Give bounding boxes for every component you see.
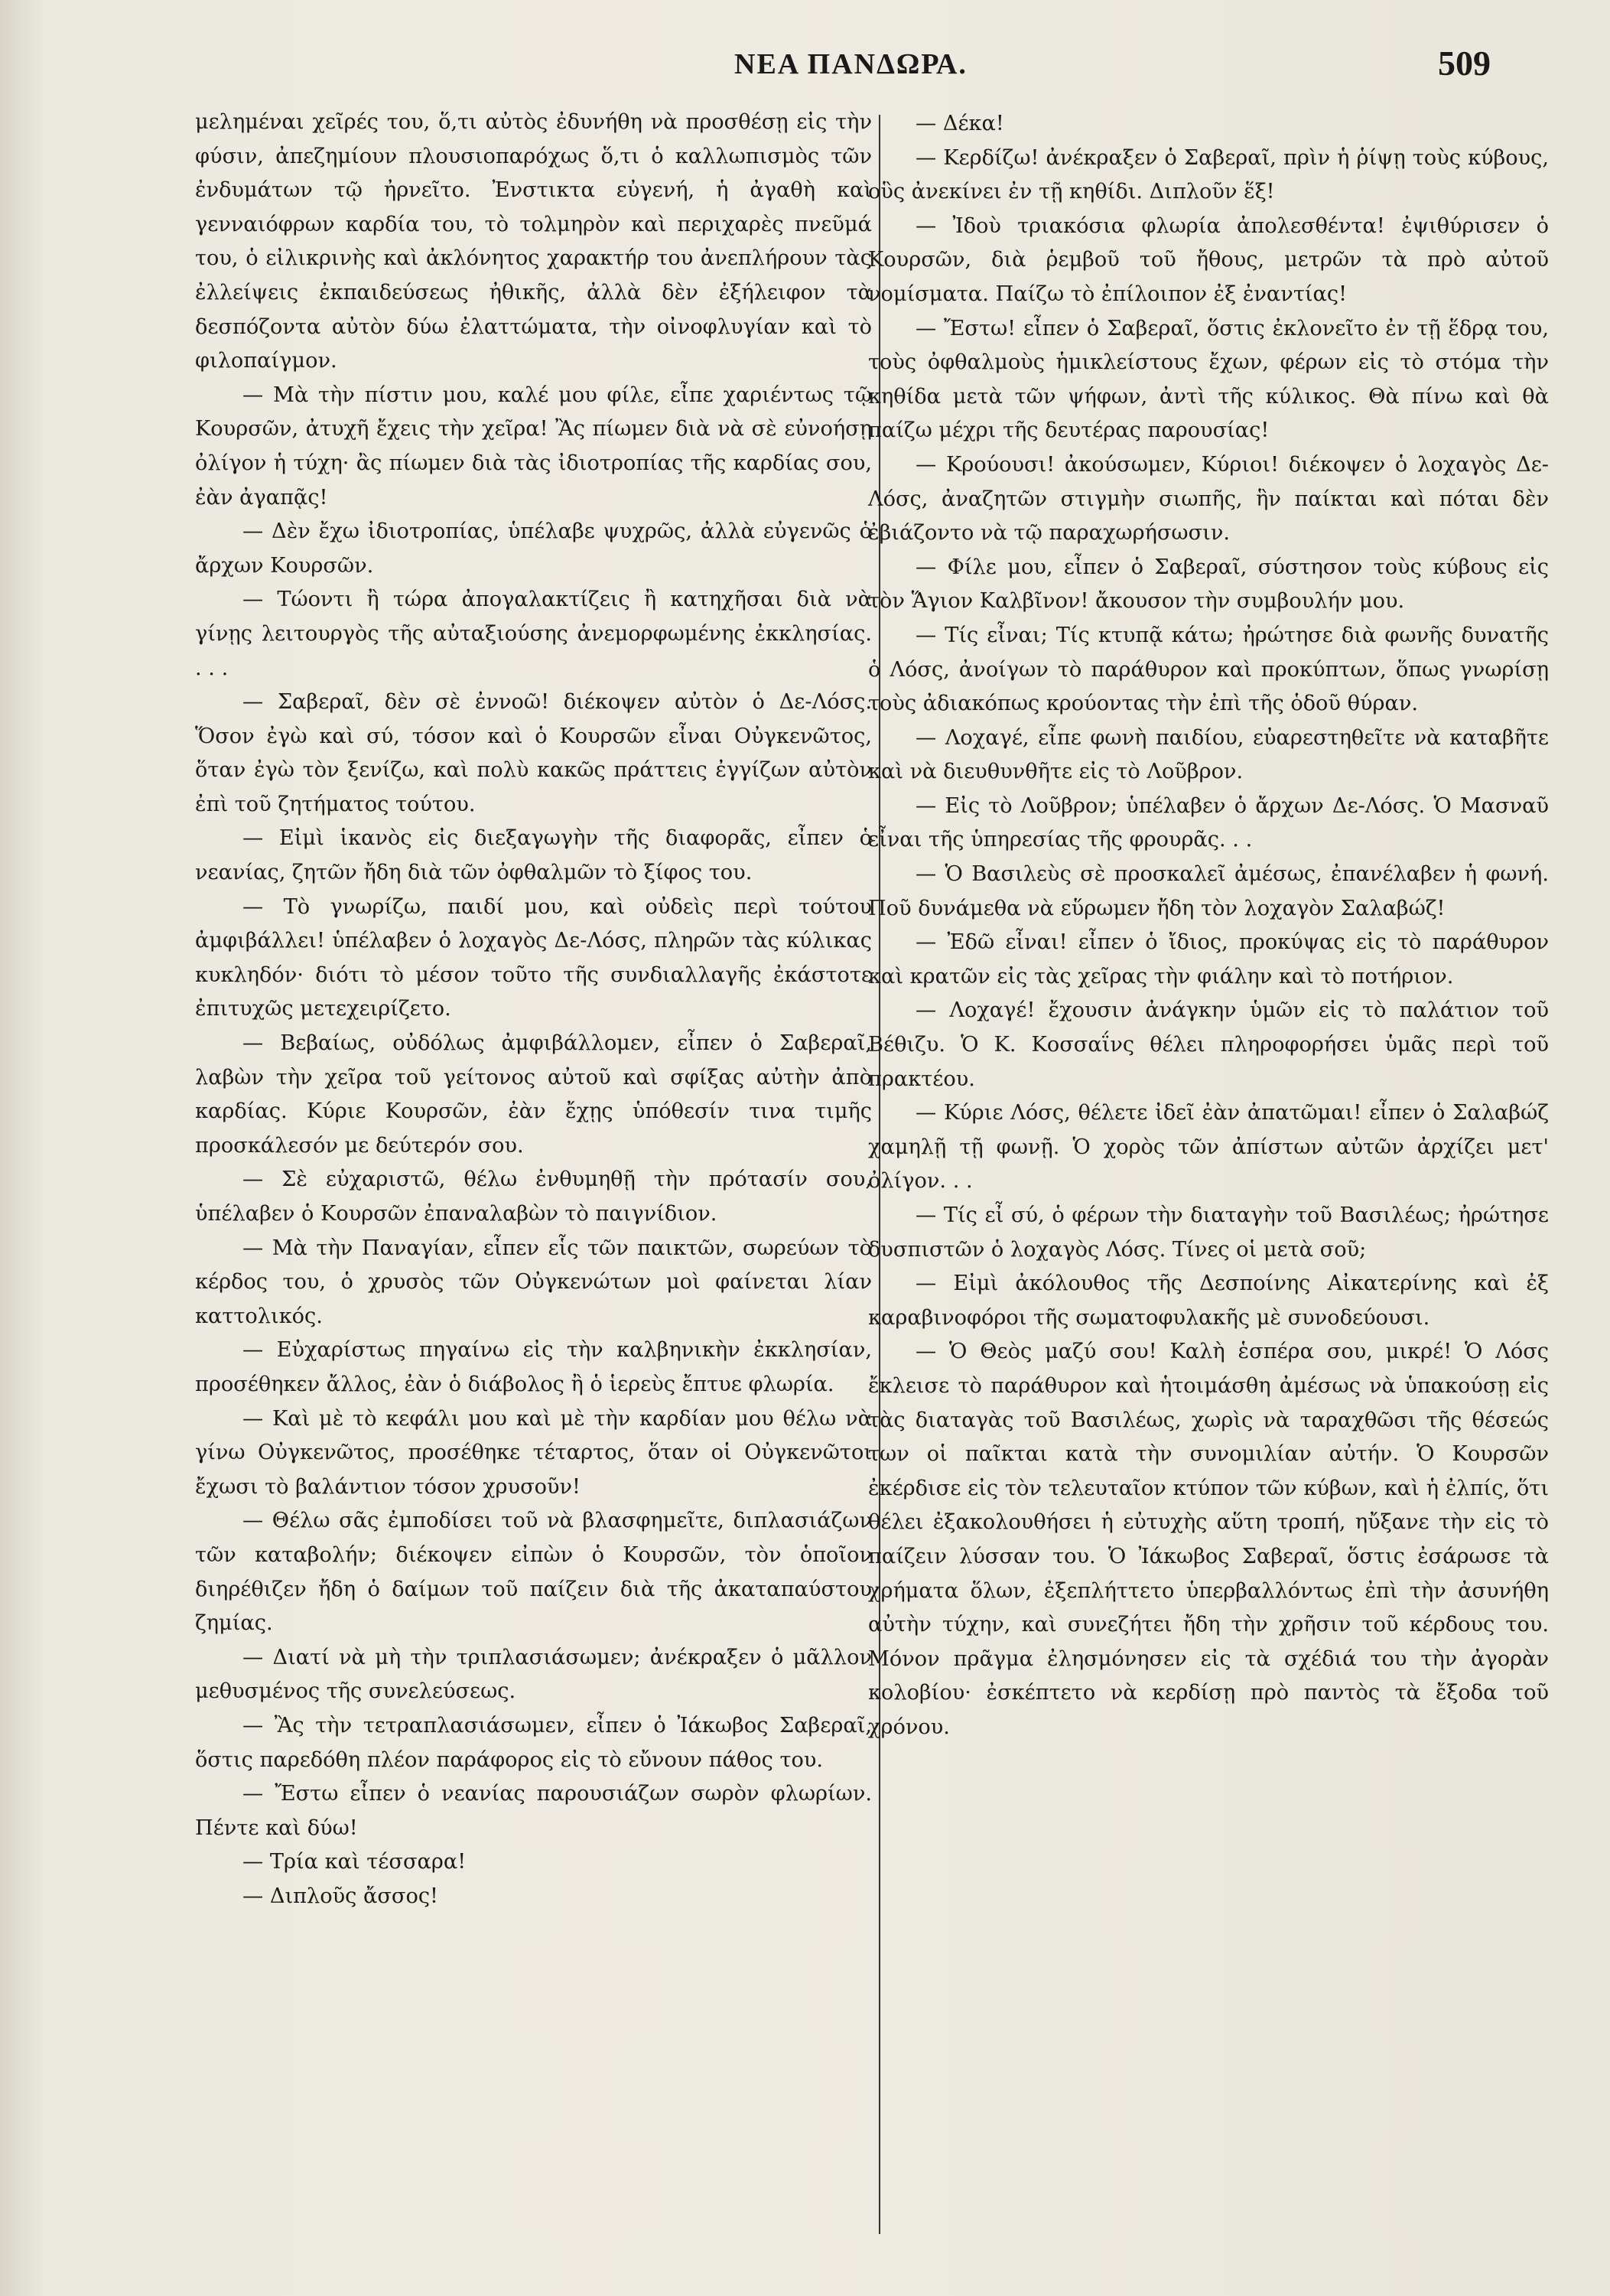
paragraph: — Φίλε μου, εἶπεν ὁ Σαβεραῖ, σύστησον τοὺς κύβους εἰς τὸν Ἅγιον Καλβῖνον! ἄκουσον τὴν συμβουλήν μου. (868, 555, 1549, 614)
paragraph: — Σαβεραῖ, δὲν σὲ ἐννοῶ! διέκοψεν αὐτὸν ὁ Δε-Λόσς. Ὅσον ἐγὼ καὶ σύ, τόσον καὶ ὁ Κουρσῶν εἶναι Οὐγκενῶτος, ὅταν ἐγὼ τὸν ξενίζω, καὶ πολὺ κακῶς πράττεις ἐγγίζων αὐτὸν ἐπὶ τοῦ ζητήματος τούτου. (195, 690, 872, 816)
paragraph: — Διπλοῦς ἄσσος! (242, 1884, 438, 1908)
paragraph: — Εἰμὶ ἀκόλουθος τῆς Δεσποίνης Αἰκατερίνης καὶ ἐξ καραβινοφόροι τῆς σωματοφυλακῆς μὲ συνοδεύουσι. (868, 1272, 1549, 1330)
paragraph: — Ἰδοὺ τριακόσια φλωρία ἀπολεσθέντα! ἐψιθύρισεν ὁ Κουρσῶν, διὰ ῥεμβοῦ τοῦ ἤθους, μετρῶν τὰ πρὸ αὐτοῦ νομίσματα. Παίζω τὸ ἐπίλοιπον ἐξ ἐναντίας! (868, 213, 1549, 306)
paragraph: — Καὶ μὲ τὸ κεφάλι μου καὶ μὲ τὴν καρδίαν μου θέλω νὰ γίνω Οὐγκενῶτος, προσέθηκε τέταρτος, ὅταν οἱ Οὐγκενῶτοι ἔχωσι τὸ βαλάντιον τόσον χρυσοῦν! (195, 1406, 872, 1499)
paragraph: — Τώοντι ἢ τώρα ἀπογαλακτίζεις ἢ κατηχῆσαι διὰ νὰ γίνῃς λειτουργὸς τῆς αὐταξιούσης ἀνεμορφωμένης ἐκκλησίας. . . . (195, 588, 872, 680)
paragraph: — Ὁ Βασιλεὺς σὲ προσκαλεῖ ἀμέσως, ἐπανέλαβεν ἡ φωνή. Ποῦ δυνάμεθα νὰ εὕρωμεν ἤδη τὸν λοχαγὸν Σαλαβώζ! (868, 862, 1549, 920)
paragraph: — Θέλω σᾶς ἐμποδίσει τοῦ νὰ βλασφημεῖτε, διπλασιάζων τῶν καταβολήν; διέκοψεν εἰπὼν ὁ Κουρσῶν, τὸν ὁποῖον διηρέθιζεν ἤδη ὁ δαίμων τοῦ παίζειν διὰ τῆς ἀκαταπαύστου ζημίας. (195, 1509, 872, 1636)
paragraph: — Μὰ τὴν Παναγίαν, εἶπεν εἷς τῶν παικτῶν, σωρεύων τὸ κέρδος του, ὁ χρυσὸς τῶν Οὐγκενώτων μοὶ φαίνεται λίαν καττολικός. (195, 1236, 872, 1328)
paragraph: — Κερδίζω! ἀνέκραξεν ὁ Σαβεραῖ, πρὶν ἡ ῥίψῃ τοὺς κύβους, οὓς ἀνεκίνει ἐν τῇ κηθίδι. Διπλοῦν ἕξ! (868, 145, 1549, 204)
paragraph: — Βεβαίως, οὐδόλως ἀμφιβάλλομεν, εἶπεν ὁ Σαβεραῖ, λαβὼν τὴν χεῖρα τοῦ γείτονος αὐτοῦ καὶ σφίξας αὐτὴν ἀπὸ καρδίας. Κύριε Κουρσῶν, ἐὰν ἔχῃς ὑπόθεσίν τινα τιμῆς προσκάλεσόν με δεύτερόν σου. (195, 1031, 872, 1158)
paragraph: — Μὰ τὴν πίστιν μου, καλέ μου φίλε, εἶπε χαριέντως τῷ Κουρσῶν, ἀτυχῆ ἔχεις τὴν χεῖρα! Ἂς πίωμεν διὰ νὰ σὲ εὐνοήσῃ ὀλίγον ἡ τύχη· ἂς πίωμεν διὰ τὰς ἰδιοτροπίας τῆς καρδίας σου, ἐὰν ἀγαπᾷς! (195, 383, 872, 510)
running-title: ΝΕΑ ΠΑΝΔΩΡΑ. (734, 48, 968, 80)
paragraph: — Δέκα! (916, 112, 1004, 135)
paragraph: μελημέναι χεῖρές του, ὅ,τι αὐτὸς ἐδυνήθη νὰ προσθέσῃ εἰς τὴν φύσιν, ἀπεζημίουν πλουσιοπαρόχως ὅ,τι ὁ καλλωπισμὸς τῶν ἐνδυμάτων τῷ ἠρνεῖτο. Ἐνστικτα εὐγενή, ἡ ἀγαθὴ καὶ γενναιόφρων καρδία του, τὸ τολμηρὸν καὶ περιχαρὲς πνεῦμά του, ὁ εἰλικρινὴς καὶ ἀκλόνητος χαρακτήρ του ἀνεπλήρουν τὰς ἐλλείψεις ἐκπαιδεύσεως ἠθικῆς, ἀλλὰ δὲν ἐξήλειφον τὰ δεσπόζοντα αὐτὸν δύω ἐλαττώματα, τὴν οἰνοφλυγίαν καὶ τὸ φιλοπαίγμον. (195, 110, 872, 373)
paragraph: — Σὲ εὐχαριστῶ, θέλω ἐνθυμηθῇ τὴν πρότασίν σου, ὑπέλαβεν ὁ Κουρσῶν ἐπαναλαβὼν τὸ παιγνίδιον. (195, 1168, 872, 1226)
page-header (0, 44, 1610, 93)
paragraph: — Τίς εἶ σύ, ὁ φέρων τὴν διαταγὴν τοῦ Βασιλέως; ἠρώτησε δυσπιστῶν ὁ λοχαγὸς Λόσς. Τίνες οἱ μετὰ σοῦ; (868, 1203, 1549, 1262)
paragraph: — Διατί νὰ μὴ τὴν τριπλασιάσωμεν; ἀνέκραξεν ὁ μᾶλλον μεθυσμένος τῆς συνελεύσεως. (195, 1645, 872, 1704)
paragraph: — Ἔστω! εἶπεν ὁ Σαβεραῖ, ὅστις ἐκλονεῖτο ἐν τῇ ἕδρᾳ του, τοὺς ὀφθαλμοὺς ἡμικλείστους ἔχων, φέρων εἰς τὸ στόμα τὴν κηθίδα μετὰ τῶν ψήφων, ἀντὶ τῆς κύλικος. Θὰ πίνω καὶ θὰ παίζω μέχρι τῆς δευτέρας παρουσίας! (868, 316, 1549, 443)
paragraph: — Εἰμὶ ἱκανὸς εἰς διεξαγωγὴν τῆς διαφορᾶς, εἶπεν ὁ νεανίας, ζητῶν ἤδη διὰ τῶν ὀφθαλμῶν τὸ ξίφος του. (195, 826, 872, 885)
paragraph: — Τὸ γνωρίζω, παιδί μου, καὶ οὐδεὶς περὶ τούτου ἀμφιβάλλει! ὑπέλαβεν ὁ λοχαγὸς Δε-Λόσς, πληρῶν τὰς κύλικας κυκληδόν· διότι τὸ μέσον τοῦτο τῆς συνδιαλλαγῆς ἐκάστοτε ἐπιτυχῶς μετεχειρίζετο. (195, 894, 872, 1021)
paragraph: — Τίς εἶναι; Τίς κτυπᾷ κάτω; ἠρώτησε διὰ φωνῆς δυνατῆς ὁ Λόσς, ἀνοίγων τὸ παράθυρον καὶ προκύπτων, ὅπως γνωρίσῃ τοὺς ἀδιακόπως κρούοντας τὴν ἐπὶ τῆς ὁδοῦ θύραν. (868, 623, 1549, 716)
paragraph: — Τρία καὶ τέσσαρα! (242, 1850, 467, 1874)
paragraph: — Λοχαγέ, εἶπε φωνὴ παιδίου, εὐαρεστηθεῖτε νὰ καταβῆτε καὶ νὰ διευθυνθῆτε εἰς τὸ Λοῦβρον. (868, 725, 1549, 784)
paragraph: — Ἂς τὴν τετραπλασιάσωμεν, εἶπεν ὁ Ἰάκωβος Σαβεραῖ, ὅστις παρεδόθη πλέον παράφορος εἰς τὸ εὔνουν πάθος του. (195, 1713, 872, 1772)
paragraph: — Ἔστω εἶπεν ὁ νεανίας παρουσιάζων σωρὸν φλωρίων. Πέντε καὶ δύω! (195, 1782, 872, 1840)
left-column (195, 106, 872, 1913)
paragraph: — Εὐχαρίστως πηγαίνω εἰς τὴν καλβηνικὴν ἐκκλησίαν, προσέθηκεν ἄλλος, ἐὰν ὁ διάβολος ἢ ὁ ἱερεὺς ἔπτυε φλωρία. (195, 1338, 872, 1396)
page-number: 509 (1438, 44, 1491, 83)
paragraph: — Κύριε Λόσς, θέλετε ἰδεῖ ἐὰν ἀπατῶμαι! εἶπεν ὁ Σαλαβώζ χαμηλῇ τῇ φωνῇ. Ὁ χορὸς τῶν ἀπίστων αὐτῶν ἀρχίζει μετ' ὀλίγον. . . (868, 1101, 1549, 1194)
paragraph: — Λοχαγέ! ἔχουσιν ἀνάγκην ὑμῶν εἰς τὸ παλάτιον τοῦ Βέθιζυ. Ὁ Κ. Κοσσαΐνς θέλει πληροφορήσει ὑμᾶς περὶ τοῦ πρακτέου. (868, 998, 1549, 1091)
paragraph: — Εἰς τὸ Λοῦβρον; ὑπέλαβεν ὁ ἄρχων Δε-Λόσς. Ὁ Μασναῦ εἶναι τῆς ὑπηρεσίας τῆς φρουρᾶς. . . (868, 793, 1549, 852)
paragraph: — Δὲν ἔχω ἰδιοτροπίας, ὑπέλαβε ψυχρῶς, ἀλλὰ εὐγενῶς ὁ ἄρχων Κουρσῶν. (195, 519, 872, 578)
paragraph: — Κρούουσι! ἀκούσωμεν, Κύριοι! διέκοψεν ὁ λοχαγὸς Δε-Λόσς, ἀναζητῶν στιγμὴν σιωπῆς, ἣν παίκται καὶ πόται δὲν ἐβιάζοντο νὰ τῷ παραχωρήσωσιν. (868, 452, 1549, 546)
right-column (868, 107, 1549, 1745)
paragraph: — Ἐδῶ εἶναι! εἶπεν ὁ ἴδιος, προκύψας εἰς τὸ παράθυρον καὶ κρατῶν εἰς τὰς χεῖρας τὴν φιάλην καὶ τὸ ποτήριον. (868, 930, 1549, 988)
paragraph: — Ὁ Θεὸς μαζύ σου! Καλὴ ἑσπέρα σου, μικρέ! Ὁ Λόσς ἔκλεισε τὸ παράθυρον καὶ ἡτοιμάσθη ἀμέσως νὰ ὑπακούσῃ εἰς τὰς διαταγὰς τοῦ Βασιλέως, χωρὶς νὰ ταραχθῶσι τῆς θέσεώς των οἱ παῖκται κατὰ τὴν συνομιλίαν αὐτήν. Ὁ Κουρσῶν ἐκέρδισε εἰς τὸν τελευταῖον κτύπον τῶν κύβων, καὶ ἡ ἐλπίς, ὅτι θέλει ἐξακολουθήσει ἡ εὐτυχὴς αὕτη τροπή, ηὔξανε τὴν εἰς τὸ παίζειν λύσσαν του. Ὁ Ἰάκωβος Σαβεραῖ, ὅστις ἐσάρωσε τὰ χρήματα ὅλων, ἐξεπλήττετο ὑπερβαλλόντως ἐπὶ τὴν ἀσυνήθη αὐτὴν τύχην, καὶ συνεζήτει ἤδη τὴν χρῆσιν τοῦ κέρδους του. Μόνον πρᾶγμα ἐλησμόνησεν εἰς τὰ σχέδιά του τὴν ἀγορὰν κολοβίου· ἐσκέπτετο νὰ κερδίσῃ πρὸ παντὸς τὰ ἔξοδα τοῦ χρόνου. (868, 1340, 1549, 1739)
